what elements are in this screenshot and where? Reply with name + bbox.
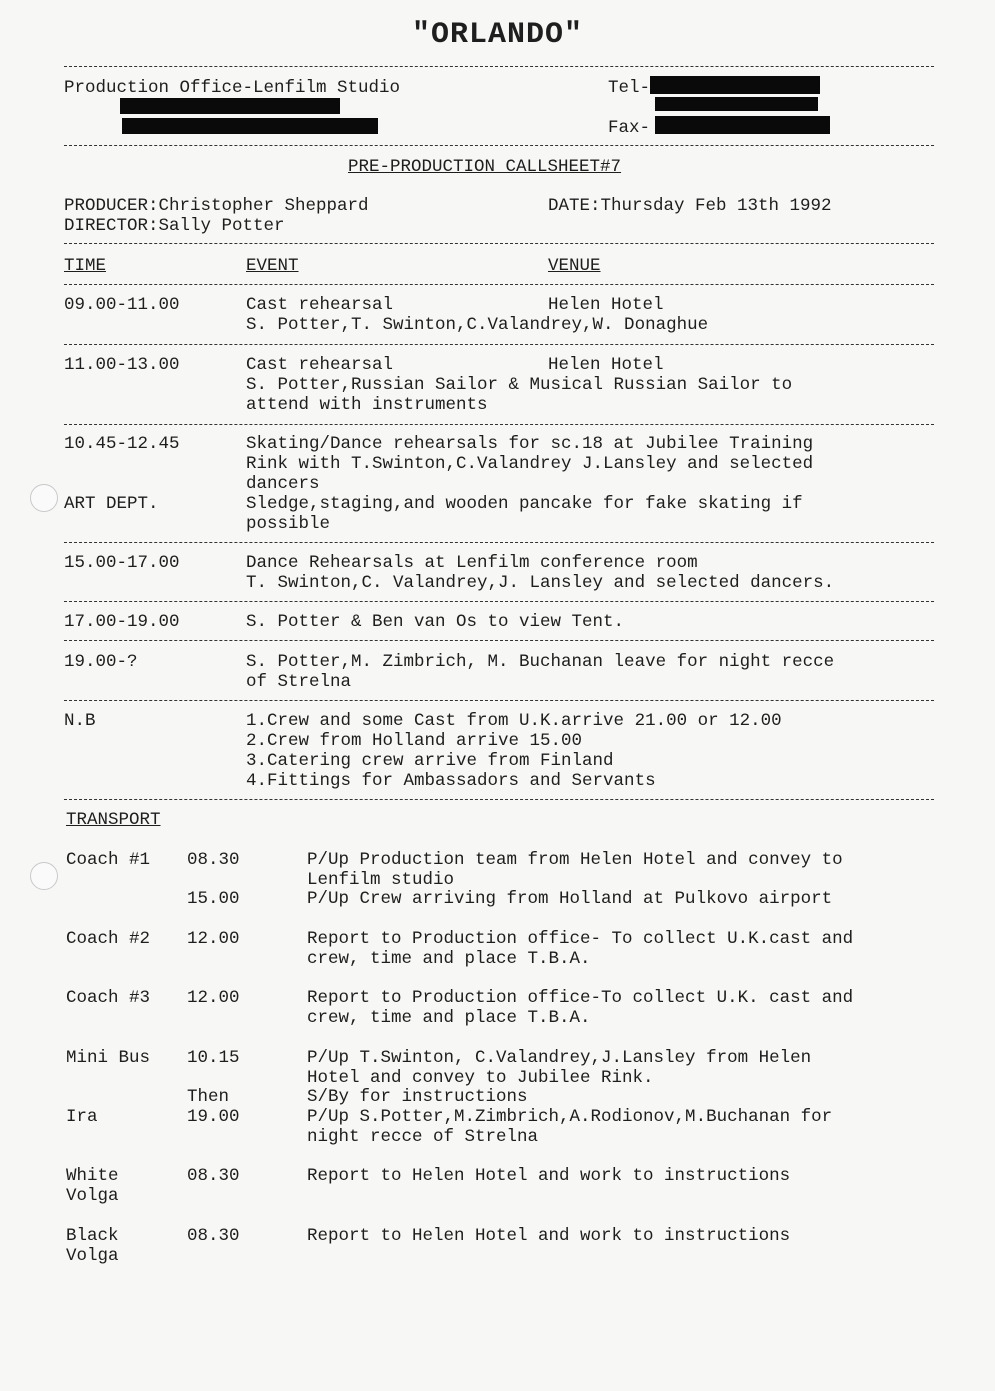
callsheet-title: PRE-PRODUCTION CALLSHEET#7 <box>348 157 622 177</box>
punch-hole <box>30 484 58 512</box>
transport-detail: Lenfilm studio <box>307 870 455 890</box>
schedule-time: 11.00-13.00 <box>64 355 180 375</box>
schedule-detail: dancers <box>246 474 320 494</box>
redacted-address-1 <box>120 98 340 114</box>
divider <box>64 601 934 602</box>
redacted-address-2 <box>122 118 378 134</box>
transport-time: 12.00 <box>187 929 240 949</box>
tel-label: Tel- <box>608 78 651 98</box>
transport-detail: P/Up Crew arriving from Holland at Pulkovo airport <box>307 889 833 909</box>
divider <box>64 640 934 641</box>
fax-label: Fax- <box>608 118 651 138</box>
nb-item: 1.Crew and some Cast from U.K.arrive 21.00 or 12.00 <box>246 711 782 731</box>
schedule-time: 15.00-17.00 <box>64 553 180 573</box>
transport-vehicle: Coach #1 <box>66 850 151 870</box>
schedule-venue: Helen Hotel <box>548 355 664 375</box>
transport-time: 08.30 <box>187 1166 240 1186</box>
transport-detail: crew, time and place T.B.A. <box>307 1008 591 1028</box>
transport-detail: night recce of Strelna <box>307 1127 539 1147</box>
nb-label: N.B <box>64 711 96 731</box>
transport-vehicle: Mini Bus <box>66 1048 151 1068</box>
schedule-detail: Sledge,staging,and wooden pancake for fake skating if <box>246 494 803 514</box>
transport-vehicle: Coach #2 <box>66 929 151 949</box>
schedule-detail: T. Swinton,C. Valandrey,J. Lansley and selected dancers. <box>246 573 835 593</box>
schedule-detail: S. Potter,M. Zimbrich, M. Buchanan leave for night recce <box>246 652 835 672</box>
schedule-time: 19.00-? <box>64 652 138 672</box>
producer: PRODUCER:Christopher Sheppard <box>64 196 369 216</box>
transport-vehicle: Volga <box>66 1246 119 1266</box>
divider <box>64 700 934 701</box>
schedule-detail: S. Potter,T. Swinton,C.Valandrey,W. Donaghue <box>246 315 709 335</box>
transport-time: 12.00 <box>187 988 240 1008</box>
transport-detail: Hotel and convey to Jubilee Rink. <box>307 1068 654 1088</box>
schedule-detail: Dance Rehearsals at Lenfilm conference room <box>246 553 698 573</box>
transport-detail: P/Up T.Swinton, C.Valandrey,J.Lansley from Helen <box>307 1048 812 1068</box>
transport-detail: Report to Production office- To collect U.K.cast and <box>307 929 854 949</box>
divider <box>64 799 934 800</box>
redacted-tel <box>650 76 820 94</box>
transport-vehicle: Volga <box>66 1186 119 1206</box>
transport-time: 08.30 <box>187 850 240 870</box>
punch-hole <box>30 862 58 890</box>
transport-detail: Report to Helen Hotel and work to instructions <box>307 1226 791 1246</box>
transport-detail: P/Up Production team from Helen Hotel and convey to <box>307 850 843 870</box>
schedule-time: 09.00-11.00 <box>64 295 180 315</box>
schedule-venue: Helen Hotel <box>548 295 664 315</box>
transport-detail: P/Up S.Potter,M.Zimbrich,A.Rodionov,M.Buchanan for <box>307 1107 833 1127</box>
divider <box>64 284 934 285</box>
transport-detail: Report to Production office-To collect U.K. cast and <box>307 988 854 1008</box>
schedule-time: 17.00-19.00 <box>64 612 180 632</box>
director: DIRECTOR:Sally Potter <box>64 216 285 236</box>
nb-item: 2.Crew from Holland arrive 15.00 <box>246 731 583 751</box>
schedule-detail: Skating/Dance rehearsals for sc.18 at Jubilee Training <box>246 434 814 454</box>
transport-time: 19.00 <box>187 1107 240 1127</box>
transport-detail: Report to Helen Hotel and work to instructions <box>307 1166 791 1186</box>
schedule-detail: possible <box>246 514 331 534</box>
schedule-time: 10.45-12.45 <box>64 434 180 454</box>
divider <box>64 424 934 425</box>
redacted-tel-2 <box>655 97 818 111</box>
transport-vehicle: Black <box>66 1226 119 1246</box>
schedule-event: Cast rehearsal <box>246 295 394 315</box>
header-time: TIME <box>64 256 107 276</box>
transport-detail: crew, time and place T.B.A. <box>307 949 591 969</box>
schedule-time: ART DEPT. <box>64 494 159 514</box>
nb-item: 4.Fittings for Ambassadors and Servants <box>246 771 656 791</box>
schedule-detail: attend with instruments <box>246 395 488 415</box>
production-office: Production Office-Lenfilm Studio <box>64 78 401 98</box>
transport-time: 08.30 <box>187 1226 240 1246</box>
transport-vehicle: Coach #3 <box>66 988 151 1008</box>
transport-heading: TRANSPORT <box>66 810 161 830</box>
schedule-detail: S. Potter,Russian Sailor & Musical Russian Sailor to <box>246 375 793 395</box>
divider <box>64 344 934 345</box>
divider <box>64 542 934 543</box>
divider <box>64 66 934 67</box>
divider <box>64 243 934 244</box>
document-title: "ORLANDO" <box>411 18 584 52</box>
date: DATE:Thursday Feb 13th 1992 <box>548 196 832 216</box>
transport-time: Then <box>187 1087 230 1107</box>
schedule-detail: Rink with T.Swinton,C.Valandrey J.Lansley and selected <box>246 454 814 474</box>
nb-item: 3.Catering crew arrive from Finland <box>246 751 614 771</box>
transport-vehicle: Ira <box>66 1107 98 1127</box>
schedule-detail: S. Potter & Ben van Os to view Tent. <box>246 612 625 632</box>
header-venue: VENUE <box>548 256 601 276</box>
header-event: EVENT <box>246 256 299 276</box>
transport-time: 15.00 <box>187 889 240 909</box>
divider <box>64 145 934 146</box>
transport-time: 10.15 <box>187 1048 240 1068</box>
transport-detail: S/By for instructions <box>307 1087 528 1107</box>
schedule-detail: of Strelna <box>246 672 352 692</box>
redacted-fax <box>655 116 830 134</box>
schedule-event: Cast rehearsal <box>246 355 394 375</box>
transport-vehicle: White <box>66 1166 119 1186</box>
